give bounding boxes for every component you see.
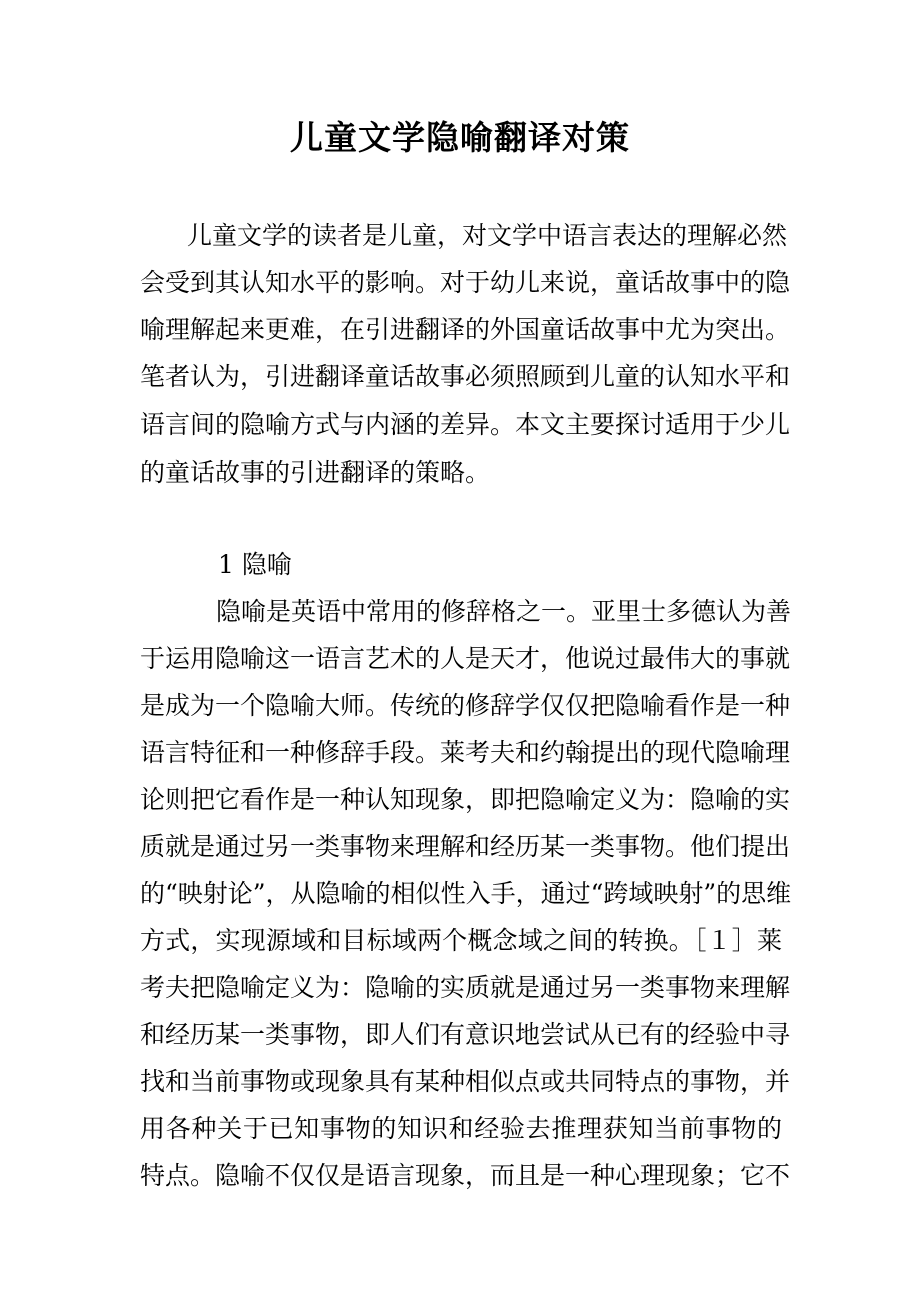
text-line: 喻理解起来更难，在引进翻译的外国童话故事中尤为突出。 bbox=[140, 315, 791, 344]
text-line: 语言间的隐喻方式与内涵的差异。本文主要探讨适用于少儿 bbox=[140, 410, 791, 439]
text-line: 质就是通过另一类事物来理解和经历某一类事物。他们提出 bbox=[140, 832, 791, 861]
section-heading: 1 隐喻 bbox=[218, 550, 292, 579]
text-line: 考夫把隐喻定义为：隐喻的实质就是通过另一类事物来理解 bbox=[140, 973, 791, 1002]
text-line: 是成为一个隐喻大师。传统的修辞学仅仅把隐喻看作是一种 bbox=[140, 691, 791, 720]
text-line: 的童话故事的引进翻译的策略。 bbox=[140, 458, 491, 487]
text-line: 论则把它看作是一种认知现象，即把隐喻定义为：隐喻的实 bbox=[140, 785, 791, 814]
text-line: 的“映射论”，从隐喻的相似性入手，通过“跨域映射”的思维 bbox=[140, 879, 792, 908]
text-line: 方式，实现源域和目标域两个概念域之间的转换。［１］莱 bbox=[140, 926, 782, 955]
text-line: 特点。隐喻不仅仅是语言现象，而且是一种心理现象；它不 bbox=[140, 1161, 791, 1190]
text-line: 和经历某一类事物，即人们有意识地尝试从已有的经验中寻 bbox=[140, 1020, 791, 1049]
text-line: 语言特征和一种修辞手段。莱考夫和约翰提出的现代隐喻理 bbox=[140, 738, 791, 767]
text-line: 儿童文学的读者是儿童，对文学中语言表达的理解必然 bbox=[187, 221, 788, 250]
text-line: 会受到其认知水平的影响。对于幼儿来说，童话故事中的隐 bbox=[140, 268, 791, 297]
text-line: 用各种关于已知事物的知识和经验去推理获知当前事物的 bbox=[140, 1114, 782, 1143]
text-line: 隐喻是英语中常用的修辞格之一。亚里士多德认为善 bbox=[216, 597, 792, 626]
text-line: 笔者认为，引进翻译童话故事必须照顾到儿童的认知水平和 bbox=[140, 362, 791, 391]
document-title: 儿童文学隐喻翻译对策 bbox=[290, 118, 630, 157]
text-line: 找和当前事物或现象具有某种相似点或共同特点的事物，并 bbox=[140, 1067, 791, 1096]
text-line: 于运用隐喻这一语言艺术的人是天才，他说过最伟大的事就 bbox=[140, 644, 791, 673]
